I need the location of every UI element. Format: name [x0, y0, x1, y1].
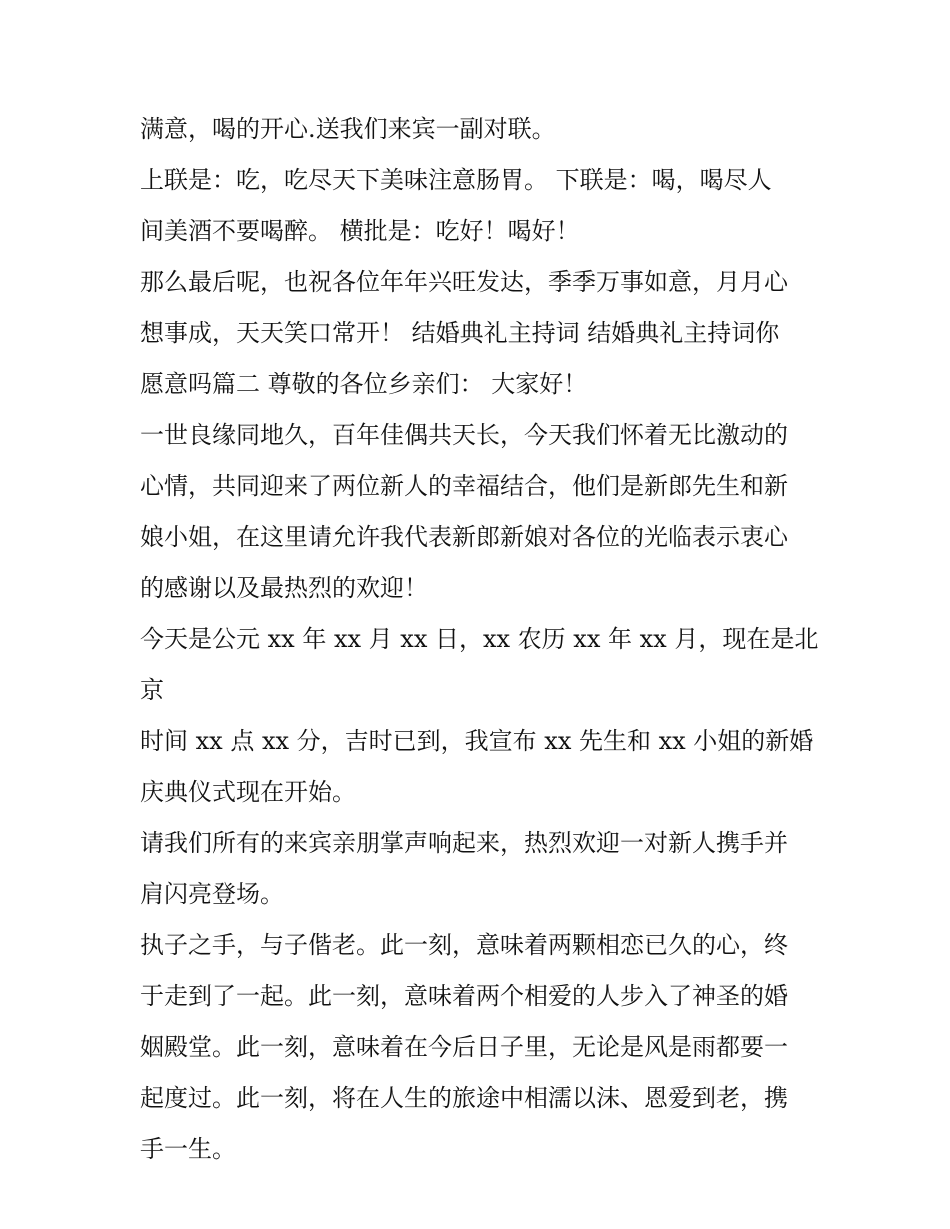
paragraph-7: 执子之手，与子偕老。此一刻，意味着两颗相恋已久的心，终 于走到了一起。此一刻，意味着两个相爱的人步入了神圣的婚 姻殿堂。此一刻，意味着在今后日子里，无论是风是雨都要一 起度过。此一刻，将在人生的旅途中相濡以沫、恩爱到老，携 手一生。 — [140, 931, 788, 1163]
document-body — [140, 104, 820, 1175]
paragraph-5: 今天是公元 xx 年 xx 月 xx 日，xx 农历 xx 年 xx 月，现在是北京 时间 xx 点 xx 分，吉时已到，我宣布 xx 先生和 xx 小姐的新婚 庆典仪式现在开始。 — [140, 625, 819, 806]
paragraph-4: 一世良缘同地久，百年佳偶共天长，今天我们怀着无比激动的 心情，共同迎来了两位新人的幸福结合，他们是新郎先生和新 娘小姐，在这里请允许我代表新郎新娘对各位的光临表示衷心 的感谢以及最热烈的欢迎！ — [140, 421, 788, 602]
paragraph-2: 上联是：吃，吃尽天下美味注意肠胃。 下联是：喝，喝尽人 间美酒不要喝醉。 横批是：吃好！喝好！ — [140, 166, 772, 245]
paragraph-1: 满意，喝的开心.送我们来宾一副对联。 — [140, 115, 556, 143]
paragraph-3: 那么最后呢，也祝各位年年兴旺发达，季季万事如意，月月心 想事成，天天笑口常开！ 结婚典礼主持词 结婚典礼主持词你 愿意吗篇二 尊敬的各位乡亲们： 大家好！ — [140, 268, 788, 398]
paragraph-6: 请我们所有的来宾亲朋掌声响起来，热烈欢迎一对新人携手并 肩闪亮登场。 — [140, 829, 788, 908]
